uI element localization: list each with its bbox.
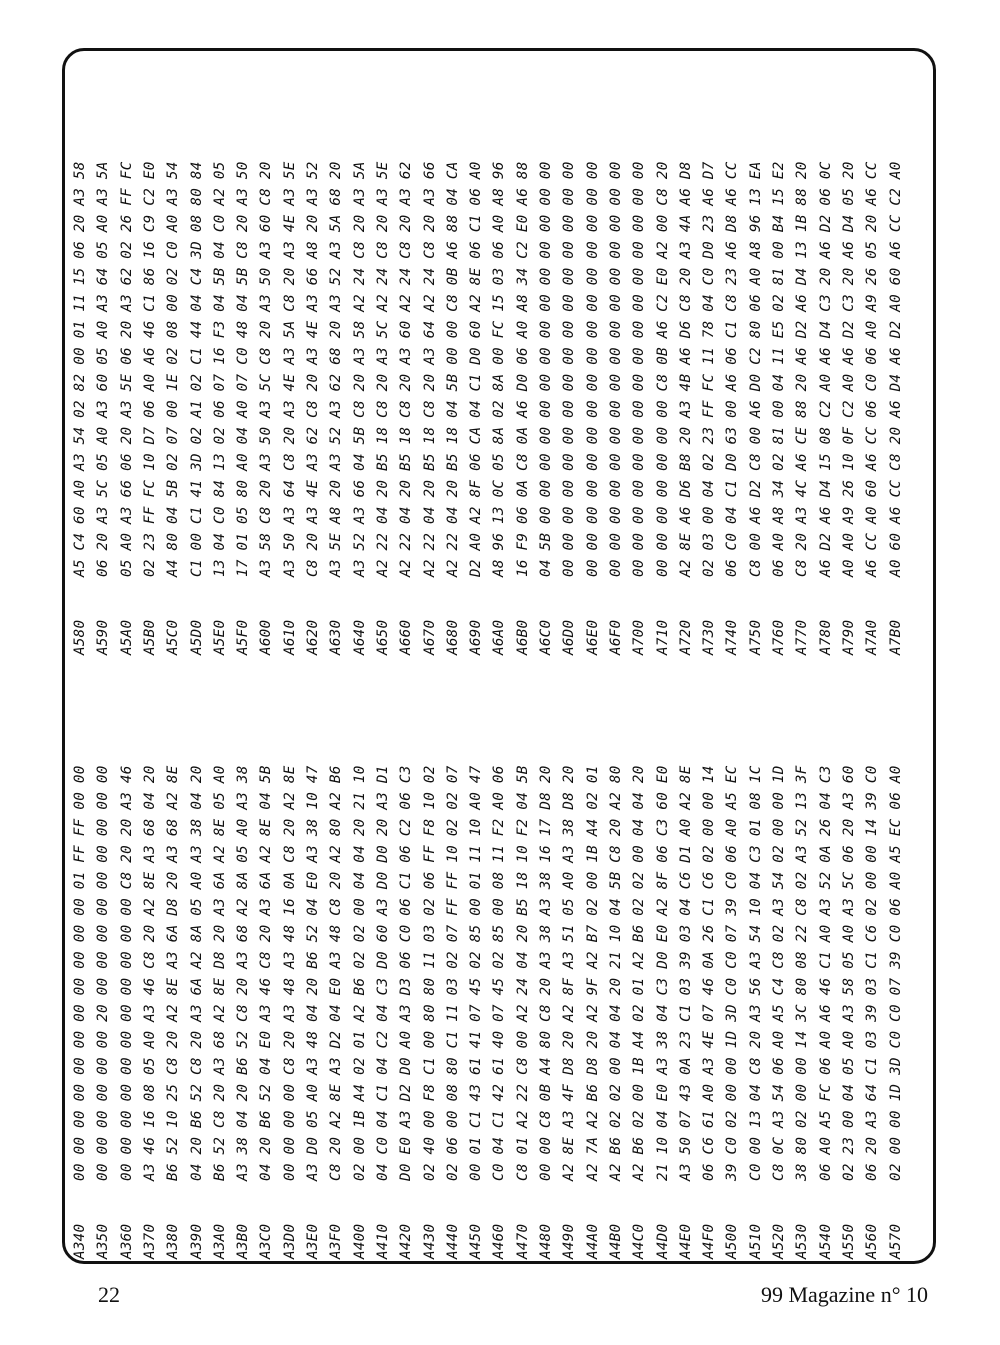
- hex-row: [514, 161, 532, 655]
- hex-address: A500: [724, 1223, 741, 1259]
- hex-row: [700, 765, 718, 1259]
- hex-bytes: 06 A0 A5 FC 06 A0 A6 46 C1 A0 A3 52 0A 26 04 C3: [817, 765, 834, 1181]
- hex-row: [94, 161, 112, 655]
- hex-address: A740: [724, 619, 741, 655]
- hex-row: [188, 765, 206, 1259]
- hex-row: [490, 161, 508, 655]
- hex-bytes: A6 CC A0 60 A6 CC 06 C0 06 A0 A9 26 05 20 A6 CC: [864, 161, 881, 577]
- hex-bytes: A3 38 04 20 B6 52 C8 20 A3 68 A2 8A 05 A0 A3 38: [235, 765, 252, 1181]
- hex-row: [397, 765, 415, 1259]
- hex-row: [234, 765, 252, 1259]
- hex-row: [257, 161, 275, 655]
- hex-bytes: A2 22 04 20 B5 18 C8 20 A3 5C A2 24 C8 20 A3 5E: [374, 161, 391, 577]
- hex-row: [257, 765, 275, 1259]
- hex-bytes: 00 00 00 00 00 00 00 00 00 00 00 00 00 00 00 00: [561, 161, 578, 577]
- hex-address: A530: [794, 1223, 811, 1259]
- hex-row: [840, 161, 858, 655]
- hex-address: A6A0: [491, 619, 508, 655]
- hex-address: A570: [887, 1223, 904, 1259]
- hex-address: A750: [747, 619, 764, 655]
- hex-row: [747, 161, 765, 655]
- hex-address: A360: [118, 1223, 135, 1259]
- hex-row: [887, 765, 905, 1259]
- hex-row: [793, 161, 811, 655]
- hex-address: A450: [468, 1223, 485, 1259]
- hex-row: [677, 161, 695, 655]
- hex-address: A5D0: [188, 619, 205, 655]
- hex-row: [654, 765, 672, 1259]
- hex-row: [351, 765, 369, 1259]
- hex-row: [188, 161, 206, 655]
- hex-row: [234, 161, 252, 655]
- hex-bytes: C0 04 C1 42 61 40 07 45 02 85 00 08 11 F2 A0 06: [491, 765, 508, 1181]
- hex-address: A340: [72, 1223, 88, 1259]
- hex-row: [514, 765, 532, 1259]
- hex-bytes: A3 52 A3 66 04 5B C8 20 A3 58 A2 24 C8 20 A3 5A: [351, 161, 368, 577]
- hex-bytes: 02 03 00 04 02 23 FF FC 11 78 04 C0 D0 23 A6 D7: [701, 161, 718, 577]
- hex-bytes: A2 7A A2 B6 D8 20 A2 9F A2 B7 02 00 1B A4 02 01: [584, 765, 601, 1181]
- hex-bytes: A2 8E A6 D6 B8 20 A3 4B A6 D6 C8 20 A3 4A A6 D8: [677, 161, 694, 577]
- hex-address: A5E0: [211, 619, 228, 655]
- hex-address: A410: [374, 1223, 391, 1259]
- hex-bytes: 00 00 00 00 00 00 00 00 00 00 00 C8 20 20 A3 46: [118, 765, 135, 1181]
- hex-row: [560, 161, 578, 655]
- hex-bytes: C8 00 A6 D2 C8 00 A6 D0 C2 80 06 A0 A8 96 13 EA: [747, 161, 764, 577]
- hex-address: A3B0: [235, 1223, 252, 1259]
- hex-row: [164, 161, 182, 655]
- hex-row: [584, 765, 602, 1259]
- hex-row: [141, 765, 159, 1259]
- hex-bytes: A4 80 04 5B 02 07 00 1E 02 08 00 02 C0 A0 A3 54: [165, 161, 182, 577]
- hex-address: A540: [817, 1223, 834, 1259]
- hex-row: [281, 765, 299, 1259]
- hex-row: [584, 161, 602, 655]
- hex-address: A6E0: [584, 619, 601, 655]
- hex-row: [164, 765, 182, 1259]
- hex-bytes: 02 23 FF FC 10 D7 06 A0 A6 46 C1 86 16 C9 C2 E0: [141, 161, 158, 577]
- hex-row: [863, 161, 881, 655]
- hex-address: A380: [165, 1223, 182, 1259]
- hex-address: A6D0: [561, 619, 578, 655]
- hex-address: A490: [561, 1223, 578, 1259]
- hex-address: A6C0: [538, 619, 554, 655]
- hex-bytes: C8 01 A2 22 C8 00 A2 24 04 20 B5 18 10 F2 04 5B: [514, 765, 531, 1181]
- hex-row: [141, 161, 159, 655]
- hex-bytes: 04 5B 00 00 00 00 00 00 00 00 00 00 00 00 00 00: [538, 161, 554, 577]
- hex-bytes: 16 F9 06 0A C8 0A A6 D0 06 A0 A8 34 C2 E0 A6 88: [514, 161, 531, 577]
- hex-address: A620: [305, 619, 321, 655]
- hex-row: [327, 765, 345, 1259]
- hex-address: A590: [95, 619, 112, 655]
- hex-bytes: A2 B6 02 00 1B A4 02 01 A2 B6 02 02 00 04 04 20: [631, 765, 648, 1181]
- hex-bytes: A3 50 07 43 0A 23 C1 03 39 03 04 C6 D1 A0 A2 8E: [677, 765, 694, 1181]
- hex-row: [490, 765, 508, 1259]
- hex-address: A650: [374, 619, 391, 655]
- hex-row: [397, 161, 415, 655]
- hex-address: A3E0: [305, 1223, 321, 1259]
- hex-address: A780: [817, 619, 834, 655]
- hex-row: [863, 765, 881, 1259]
- hex-bytes: A2 22 04 20 B5 18 C8 20 A3 60 A2 24 C8 20 A3 62: [398, 161, 415, 577]
- hex-row: [71, 161, 89, 655]
- hex-row: [467, 161, 485, 655]
- hex-row: [421, 161, 439, 655]
- hex-bytes: 00 00 00 00 00 00 00 C8 0B A6 C2 E0 A2 00 C8 20: [654, 161, 671, 577]
- hex-row: [840, 765, 858, 1259]
- hex-address: A610: [281, 619, 298, 655]
- hex-bytes: 06 20 A3 64 C1 03 39 03 C1 C6 02 00 00 14 39 C0: [864, 765, 881, 1181]
- hex-bytes: 06 C6 61 A0 A3 4E 07 46 0A 26 C1 C6 02 00 00 14: [701, 765, 718, 1181]
- hex-row: [118, 161, 136, 655]
- hex-bytes: 00 00 C8 0B A4 80 C8 20 A3 38 A3 38 16 17 D8 20: [538, 765, 554, 1181]
- hex-bytes: C0 00 13 04 C8 20 A3 56 A3 54 10 04 C3 01 08 1C: [747, 765, 764, 1181]
- hex-address: A3A0: [211, 1223, 228, 1259]
- magazine-title: 99 Magazine n° 10: [760, 1282, 928, 1307]
- hex-bytes: 13 04 C0 84 13 02 06 07 16 F3 04 5B 04 C0 A2 05: [211, 161, 228, 577]
- hex-address: A5F0: [235, 619, 252, 655]
- hex-address: A4E0: [677, 1223, 694, 1259]
- hex-bytes: C8 20 A2 8E A3 D2 04 E0 A3 48 C8 20 A2 80 A2 B6: [328, 765, 345, 1181]
- hex-bytes: 02 06 00 08 80 C1 11 03 02 07 FF FF 10 02 02 07: [444, 765, 461, 1181]
- hex-address: A400: [351, 1223, 368, 1259]
- hex-bytes: A3 D0 05 A0 A3 48 04 20 B6 52 04 E0 A3 38 10 47: [305, 765, 321, 1181]
- hex-address: A4D0: [654, 1223, 671, 1259]
- hex-bytes: 00 00 00 00 C8 20 A3 48 A3 48 16 0A C8 20 A2 8E: [281, 765, 298, 1181]
- hex-bytes: C8 0C A3 54 06 A0 A5 C4 C8 02 A3 54 02 00 00 1D: [771, 765, 787, 1181]
- hex-bytes: A6 D2 A6 D4 15 08 C2 A0 A6 D4 C3 20 A6 D2 06 0C: [817, 161, 834, 577]
- hex-row: [211, 765, 229, 1259]
- hex-row: [723, 161, 741, 655]
- hex-address: A370: [141, 1223, 158, 1259]
- hex-bytes: A3 46 16 08 05 A0 A3 46 C8 20 A2 8E A3 68 04 20: [141, 765, 158, 1181]
- hex-bytes: B6 52 10 25 C8 20 A2 8E A3 6A D8 20 A3 68 A2 8E: [165, 765, 182, 1181]
- hex-row: [444, 765, 462, 1259]
- hex-address: A4A0: [584, 1223, 601, 1259]
- hex-address: A580: [72, 619, 88, 655]
- hex-row: [444, 161, 462, 655]
- hex-address: A730: [701, 619, 718, 655]
- hex-address: A520: [771, 1223, 787, 1259]
- hex-row: [281, 161, 299, 655]
- hex-bytes: B6 52 C8 20 A3 68 A2 8E D8 20 A3 6A A2 8E 05 A0: [211, 765, 228, 1181]
- hex-bytes: D0 E0 A3 D2 D0 A0 A3 D3 06 C0 06 C1 06 C2 06 C3: [398, 765, 415, 1181]
- hex-bytes: 00 00 00 00 00 00 00 00 00 00 00 01 FF FF 00 00: [72, 765, 88, 1181]
- hex-bytes: A5 C4 60 A0 A3 54 02 82 00 01 11 15 06 20 A3 58: [72, 161, 88, 577]
- hex-address: A770: [794, 619, 811, 655]
- hex-bytes: A0 60 A6 CC C8 20 A6 D4 A6 D2 A0 60 A6 CC C2 A0: [887, 161, 904, 577]
- rotated-hex-listing: [65, 51, 936, 1264]
- hex-row: [630, 765, 648, 1259]
- hex-row: [118, 765, 136, 1259]
- hex-address: A5A0: [118, 619, 135, 655]
- hex-bytes: 02 00 00 1D 3D C0 C0 07 39 C0 06 A0 A5 EC 06 A0: [887, 765, 904, 1181]
- hex-row: [700, 161, 718, 655]
- hex-bytes: A3 50 A3 64 C8 20 A3 4E A3 5A C8 20 A3 4E A3 5E: [281, 161, 298, 577]
- hex-address: A560: [864, 1223, 881, 1259]
- hex-column-right: [65, 55, 936, 655]
- hex-row: [351, 161, 369, 655]
- hex-bytes: 04 20 B6 52 04 E0 A3 46 C8 20 A3 6A A2 8E 04 5B: [258, 765, 275, 1181]
- hex-address: A460: [491, 1223, 508, 1259]
- hex-bytes: A3 5E A8 20 A3 52 A3 62 68 20 A3 52 A3 5A 68 20: [328, 161, 345, 577]
- hex-address: A720: [677, 619, 694, 655]
- hex-address: A760: [771, 619, 787, 655]
- hex-address: A3F0: [328, 1223, 345, 1259]
- hex-address: A4B0: [607, 1223, 624, 1259]
- hex-row: [607, 161, 625, 655]
- hex-address: A420: [398, 1223, 415, 1259]
- hex-bytes: 06 C0 04 C1 D0 63 00 A6 06 C1 C8 23 A6 D8 A6 CC: [724, 161, 741, 577]
- hex-address: A710: [654, 619, 671, 655]
- hex-address: A670: [421, 619, 438, 655]
- hex-row: [327, 161, 345, 655]
- hex-row: [677, 765, 695, 1259]
- hex-address: A390: [188, 1223, 205, 1259]
- hex-bytes: C8 20 A3 4E A3 62 C8 20 A3 4E A3 66 A8 20 A3 52: [305, 161, 321, 577]
- hex-address: A510: [747, 1223, 764, 1259]
- hex-address: A5B0: [141, 619, 158, 655]
- hex-bytes: A2 22 04 20 B5 18 C8 20 A3 64 A2 24 C8 20 A3 66: [421, 161, 438, 577]
- hex-address: A550: [840, 1223, 857, 1259]
- hex-address: A640: [351, 619, 368, 655]
- hex-bytes: C1 00 C1 41 3D 02 A1 02 C1 44 04 C4 3D 08 80 84: [188, 161, 205, 577]
- hex-bytes: 04 20 B6 52 C8 20 A3 6A A2 8A 05 A0 A3 38 04 20: [188, 765, 205, 1181]
- page-number: 22: [98, 1282, 120, 1307]
- hex-bytes: C8 20 A3 4C A6 CE 88 20 A6 D2 A6 D4 13 1B 88 20: [794, 161, 811, 577]
- hex-row: [211, 161, 229, 655]
- hex-address: A6F0: [607, 619, 624, 655]
- hex-row: [747, 765, 765, 1259]
- hex-bytes: 04 C0 04 C1 04 C2 04 C3 D0 60 A3 D0 D0 20 A3 D1: [374, 765, 391, 1181]
- hex-row: [304, 765, 322, 1259]
- hex-address: A4F0: [701, 1223, 718, 1259]
- hex-row: [887, 161, 905, 655]
- hex-bytes: 02 40 00 F8 C1 00 80 80 11 03 02 06 FF F8 10 02: [421, 765, 438, 1181]
- hex-bytes: A0 A0 A9 26 10 0F C2 A0 A6 D2 C3 20 A6 D4 05 20: [840, 161, 857, 577]
- hex-address: A600: [258, 619, 275, 655]
- listing-frame: [62, 48, 936, 1264]
- hex-bytes: 06 20 A3 5C 05 A0 A3 60 05 A0 A3 64 05 A0 A3 5A: [95, 161, 112, 577]
- hex-row: [94, 765, 112, 1259]
- hex-bytes: A2 8E A3 4F D8 20 A2 8F A3 51 05 A0 A3 38 D8 20: [561, 765, 578, 1181]
- hex-bytes: 39 C0 02 00 00 1D 3D C0 C0 07 39 C0 06 A0 A5 EC: [724, 765, 741, 1181]
- hex-bytes: A3 58 C8 20 A3 50 A3 5C C8 20 A3 50 A3 60 C8 20: [258, 161, 275, 577]
- hex-row: [537, 765, 555, 1259]
- hex-row: [723, 765, 741, 1259]
- hex-bytes: 17 01 05 80 A0 04 A0 07 C0 48 04 5B C8 20 A3 50: [235, 161, 252, 577]
- hex-row: [770, 161, 788, 655]
- hex-address: A470: [514, 1223, 531, 1259]
- hex-bytes: 00 00 00 00 00 00 00 00 00 00 00 00 00 00 00 00: [607, 161, 624, 577]
- hex-row: [71, 765, 89, 1259]
- hex-column-left: [65, 659, 936, 1259]
- hex-address: A680: [444, 619, 461, 655]
- hex-row: [374, 765, 392, 1259]
- hex-bytes: A2 B6 02 02 00 04 04 20 21 10 04 5B C8 20 A2 80: [607, 765, 624, 1181]
- hex-bytes: 02 23 00 04 05 A0 A3 58 05 A0 A3 5C 06 20 A3 60: [840, 765, 857, 1181]
- hex-address: A4C0: [631, 1223, 648, 1259]
- hex-address: A350: [95, 1223, 112, 1259]
- hex-row: [374, 161, 392, 655]
- hex-row: [421, 765, 439, 1259]
- hex-bytes: A8 96 13 0C 05 8A 02 8A 00 FC 15 03 06 A0 A8 96: [491, 161, 508, 577]
- hex-bytes: 02 00 1B A4 02 01 A2 B6 02 02 00 04 04 20 21 10: [351, 765, 368, 1181]
- hex-row: [654, 161, 672, 655]
- hex-address: A3C0: [258, 1223, 275, 1259]
- hex-address: A6B0: [514, 619, 531, 655]
- hex-row: [817, 765, 835, 1259]
- hex-bytes: 06 A0 A8 34 02 81 00 04 11 E5 02 81 00 B4 15 E2: [771, 161, 787, 577]
- hex-row: [304, 161, 322, 655]
- hex-address: A5C0: [165, 619, 182, 655]
- hex-bytes: D2 A0 A2 8F 06 CA 04 C1 D0 60 A2 8E 06 C1 06 A0: [468, 161, 485, 577]
- hex-row: [817, 161, 835, 655]
- hex-bytes: 05 A0 A3 66 06 20 A3 5E 06 20 A3 62 02 26 FF FC: [118, 161, 135, 577]
- hex-bytes: A2 22 04 20 B5 18 04 5B 00 00 C8 0B A6 88 04 CA: [444, 161, 461, 577]
- hex-bytes: 00 00 00 00 00 00 20 00 00 00 00 00 00 00 00 00: [95, 765, 112, 1181]
- hex-address: A480: [538, 1223, 554, 1259]
- hex-address: A440: [444, 1223, 461, 1259]
- hex-bytes: 38 80 02 00 00 14 3C 80 08 22 C8 02 A3 52 13 3F: [794, 765, 811, 1181]
- hex-row: [630, 161, 648, 655]
- hex-bytes: 21 10 04 E0 A3 38 04 C3 D0 E0 A2 8F 06 C3 60 E0: [654, 765, 671, 1181]
- hex-row: [793, 765, 811, 1259]
- hex-address: A3D0: [281, 1223, 298, 1259]
- hex-address: A7B0: [887, 619, 904, 655]
- hex-address: A690: [468, 619, 485, 655]
- hex-row: [467, 765, 485, 1259]
- hex-address: A630: [328, 619, 345, 655]
- hex-bytes: 00 00 00 00 00 00 00 00 00 00 00 00 00 00 00 00: [631, 161, 648, 577]
- hex-bytes: 00 00 00 00 00 00 00 00 00 00 00 00 00 00 00 00: [584, 161, 601, 577]
- hex-address: A660: [398, 619, 415, 655]
- hex-address: A430: [421, 1223, 438, 1259]
- hex-address: A700: [631, 619, 648, 655]
- hex-bytes: 00 01 C1 43 61 41 07 45 02 85 00 01 11 10 A0 47: [468, 765, 485, 1181]
- hex-row: [537, 161, 555, 655]
- hex-row: [560, 765, 578, 1259]
- hex-row: [607, 765, 625, 1259]
- hex-address: A7A0: [864, 619, 881, 655]
- hex-row: [770, 765, 788, 1259]
- hex-address: A790: [840, 619, 857, 655]
